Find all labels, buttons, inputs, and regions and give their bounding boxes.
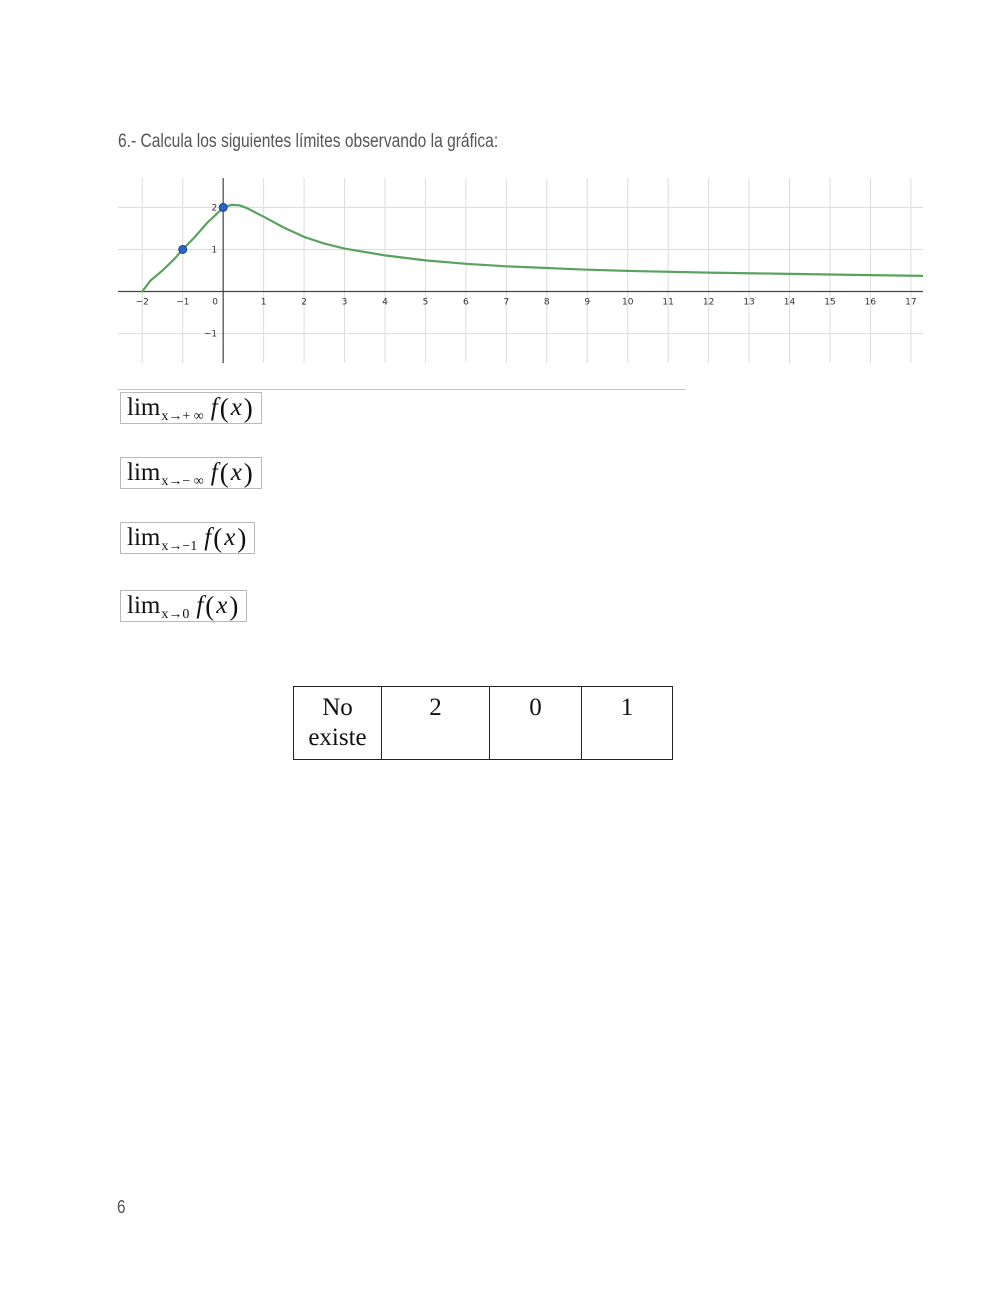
function-name: f [196,592,204,619]
x-tick-label: 17 [905,297,917,308]
x-tick-label: 7 [503,297,510,308]
left-paren: ( [219,392,229,423]
answer-text-line1: No [322,694,353,721]
lim-subscript: x→0 [161,607,190,622]
x-tick-label: 13 [743,297,755,308]
function-graph [118,178,923,363]
x-tick-label: 9 [584,297,591,308]
limit-minus-one [120,522,255,554]
function-variable: x [224,524,236,551]
function-name: f [210,459,218,486]
answer-text-line2: existe [308,724,367,751]
lim-subscript: x→−1 [161,539,198,554]
lim-text: lim [127,394,161,421]
x-tick-label: 16 [864,297,877,308]
table-row [294,687,673,760]
answer-cell-no-existe [294,687,382,760]
x-tick-label: 2 [301,297,307,308]
right-paren: ) [229,590,239,621]
right-paren: ) [243,457,253,488]
left-paren: ( [219,457,229,488]
page-number: 6 [117,1197,126,1217]
limit-minus-infinity [120,457,262,489]
x-tick-label: 12 [702,297,715,308]
right-paren: ) [243,392,253,423]
function-name: f [210,394,218,421]
function-variable: x [216,592,228,619]
x-tick-label: 4 [382,297,388,308]
x-tick-label: 6 [463,297,469,308]
x-tick-label: 8 [543,297,550,308]
function-curve [142,205,923,292]
answer-cell-0: 0 [490,687,582,760]
graph-point [219,203,227,211]
x-tick-label: −2 [135,297,149,308]
lim-subscript: x→+ ∞ [161,409,204,424]
limit-plus-infinity [120,392,262,424]
answer-cell-1: 1 [582,687,673,760]
right-paren: ) [237,522,247,553]
x-tick-label: 15 [824,297,836,308]
y-tick-label: −1 [203,329,218,340]
x-tick-label: 10 [621,297,634,308]
separator-line [118,389,686,390]
function-variable: x [230,394,242,421]
x-tick-label: 0 [212,297,219,308]
graph-point [179,245,187,253]
left-paren: ( [213,522,223,553]
x-tick-label: 11 [662,297,674,308]
lim-subscript: x→− ∞ [161,474,204,489]
lim-text: lim [127,524,161,551]
answer-cell-2: 2 [382,687,490,760]
x-tick-label: 3 [341,297,348,308]
limit-zero [120,590,247,622]
lim-text: lim [127,592,161,619]
lim-text: lim [127,459,161,486]
x-tick-label: 5 [422,297,429,308]
answer-options-table [293,686,673,760]
function-name: f [204,524,212,551]
left-paren: ( [205,590,215,621]
x-tick-label: 14 [783,297,796,308]
x-tick-label: −1 [176,297,190,308]
function-variable: x [230,459,242,486]
y-tick-label: 1 [211,245,218,256]
x-tick-label: 1 [260,297,267,308]
exercise-heading: 6.- Calcula los siguientes límites observando la gráfica: [118,131,499,152]
y-tick-label: 2 [211,203,218,214]
